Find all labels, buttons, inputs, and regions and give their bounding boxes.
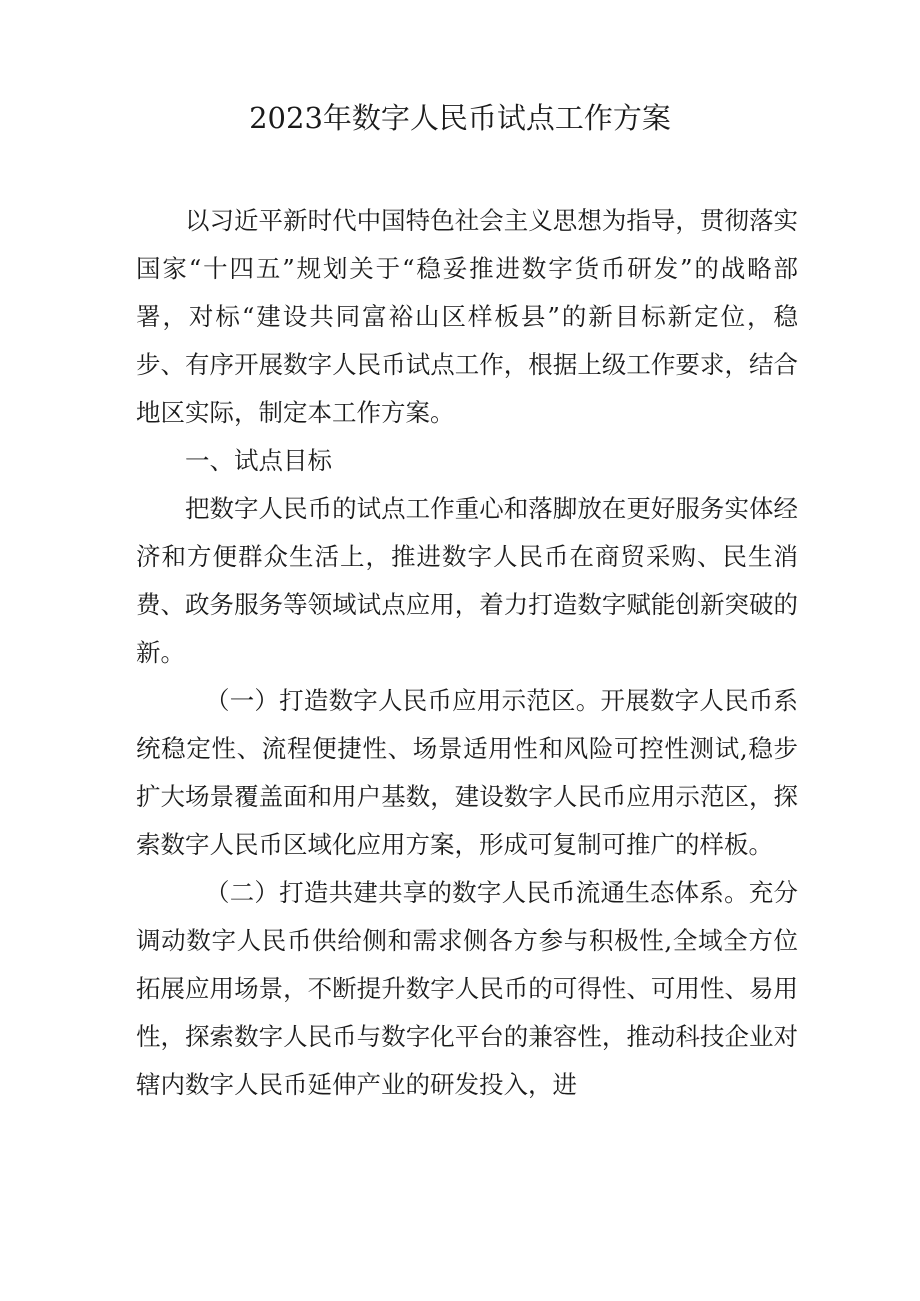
paragraph-ecosystem: （二）打造共建共享的数字人民币流通生态体系。充分调动数字人民币供给侧和需求侧各方参与积极性,全域全方位拓展应用场景，不断提升数字人民币的可得性、可用性、易用性，探索数字人民币与数字化平台的兼容性，推动科技企业对辖内数字人民币延伸产业的研发投入，进 bbox=[136, 878, 798, 1099]
document-body bbox=[136, 197, 798, 1109]
section-heading-pilot-goals: 一、试点目标 bbox=[185, 446, 332, 475]
paragraph-guiding-principle: 以习近平新时代中国特色社会主义思想为指导，贯彻落实国家“十四五”规划关于“稳妥推进数字货币研发”的战略部署，对标“建设共同富裕山区样板县”的新目标新定位，稳步、有序开展数字人民币试点工作，根据上级工作要求，结合地区实际，制定本工作方案。 bbox=[136, 206, 798, 427]
paragraph-pilot-goals: 把数字人民币的试点工作重心和落脚放在更好服务实体经济和方便群众生活上，推进数字人民币在商贸采购、民生消费、政务服务等领域试点应用，着力打造数字赋能创新突破的新。 bbox=[136, 494, 798, 667]
document-title: 2023年数字人民币试点工作方案 bbox=[249, 101, 671, 135]
paragraph-demo-zone: （一）打造数字人民币应用示范区。开展数字人民币系统稳定性、流程便捷性、场景适用性和风险可控性测试,稳步扩大场景覆盖面和用户基数，建设数字人民币应用示范区，探索数字人民币区域化应用方案，形成可复制可推广的样板。 bbox=[136, 686, 798, 859]
